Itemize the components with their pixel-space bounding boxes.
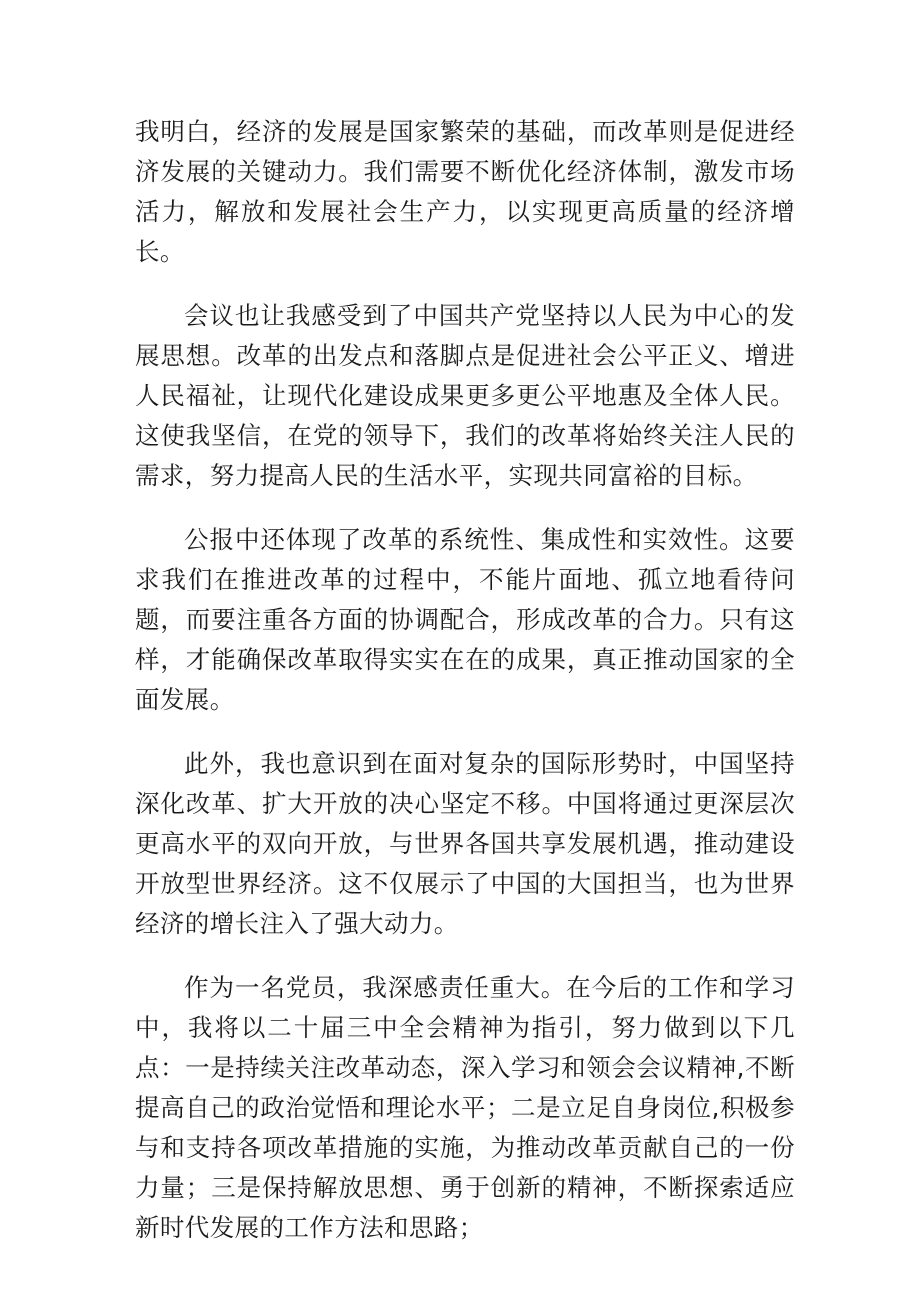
paragraph-5: 作为一名党员，我深感责任重大。在今后的工作和学习中，我将以二十届三中全会精神为指引，努力做到以下几点：一是持续关注改革动态，深入学习和领会会议精神,不断提高自己的政治觉悟和理论水平；二是立足自身岗位,积极参与和支持各项改革措施的实施，为推动改革贡献自己的一份力量；三是保持解放思想、勇于创新的精神，不断探索适应新时代发展的工作方法和思路；: [135, 973, 795, 1242]
paragraph-3: 公报中还体现了改革的系统性、集成性和实效性。这要求我们在推进改革的过程中，不能片面地、孤立地看待问题，而要注重各方面的协调配合，形成改革的合力。只有这样，才能确保改革取得实实在在的成果，真正推动国家的全面发展。: [135, 525, 795, 714]
document-body: [135, 112, 795, 1272]
paragraph-2: 会议也让我感受到了中国共产党坚持以人民为中心的发展思想。改革的出发点和落脚点是促进社会公平正义、增进人民福祉，让现代化建设成果更多更公平地惠及全体人民。这使我坚信，在党的领导下，我们的改革将始终关注人民的需求，努力提高人民的生活水平，实现共同富裕的目标。: [135, 301, 795, 490]
paragraph-4: 此外，我也意识到在面对复杂的国际形势时，中国坚持深化改革、扩大开放的决心坚定不移。中国将通过更深层次更高水平的双向开放，与世界各国共享发展机遇，推动建设开放型世界经济。这不仅展示了中国的大国担当，也为世界经济的增长注入了强大动力。: [135, 749, 795, 938]
paragraph-1: 我明白，经济的发展是国家繁荣的基础，而改革则是促进经济发展的关键动力。我们需要不断优化经济体制，激发市场活力，解放和发展社会生产力，以实现更高质量的经济增长。: [135, 117, 795, 266]
